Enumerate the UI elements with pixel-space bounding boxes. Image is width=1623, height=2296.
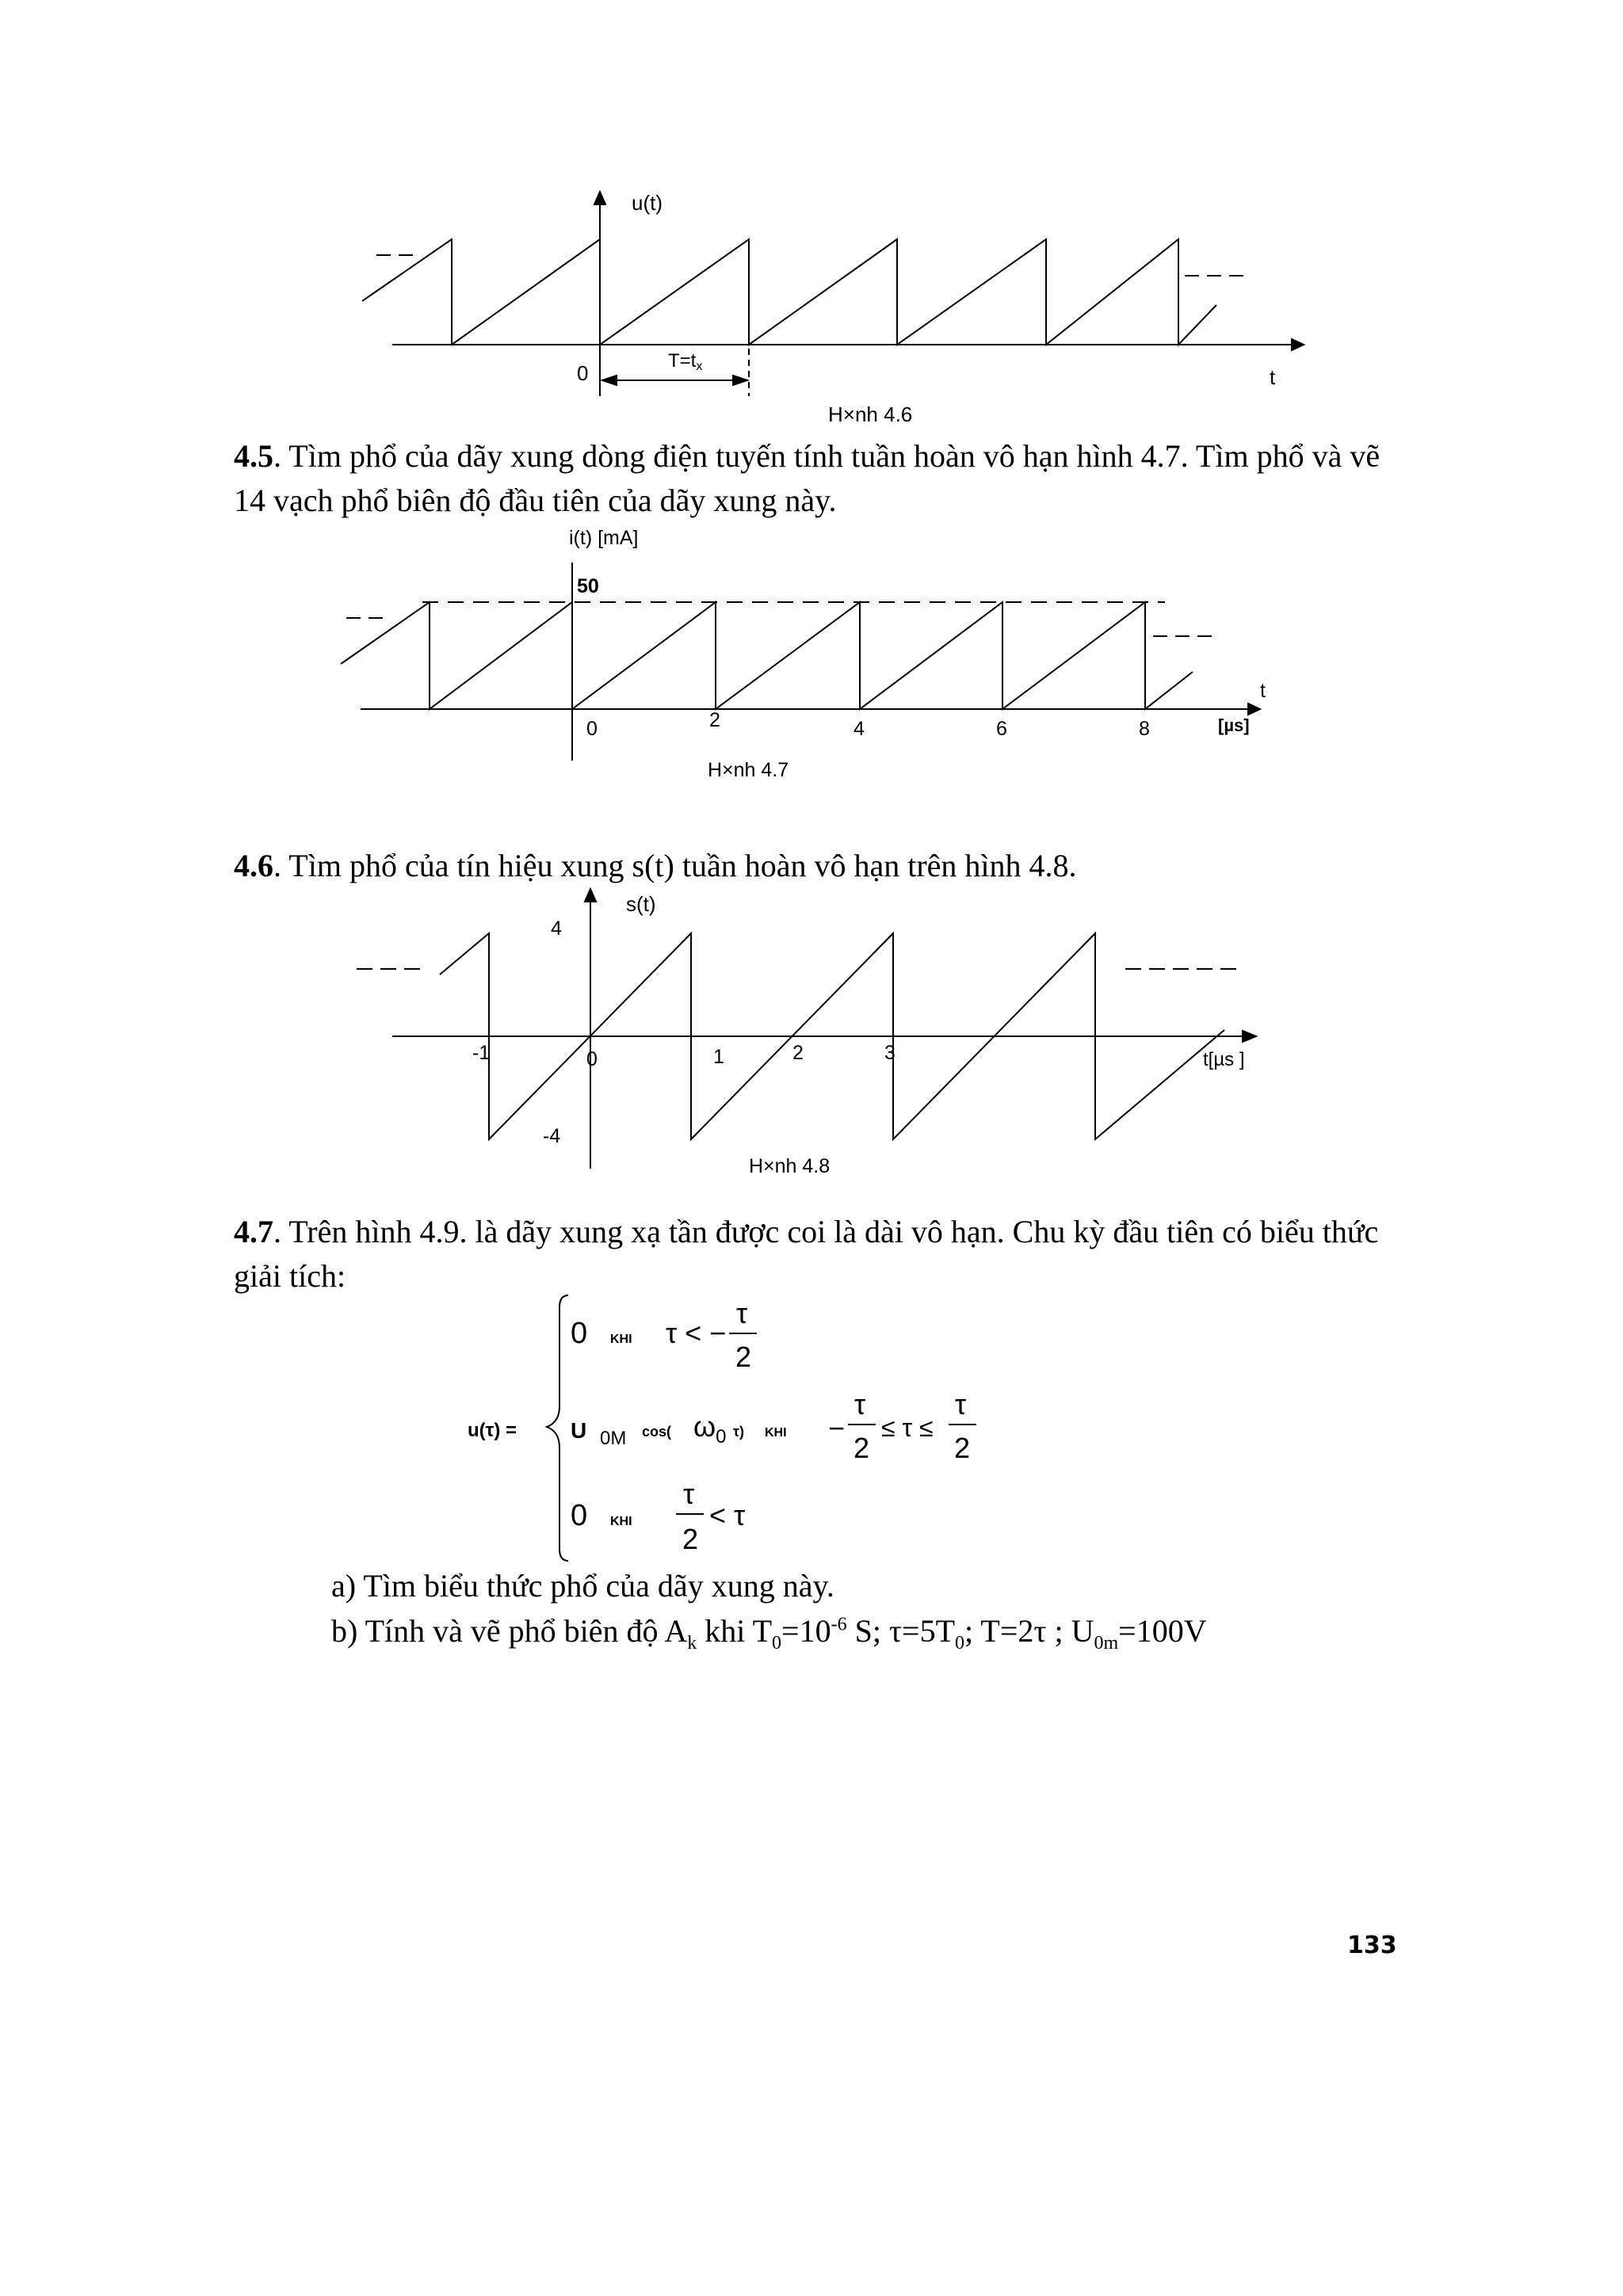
case2-cos: cos( [642, 1424, 672, 1440]
case3-value: 0 [571, 1499, 588, 1532]
case2-frac1-num: τ [854, 1388, 866, 1421]
y-max-label: 4 [551, 917, 562, 940]
sawtooth-wave [341, 602, 1193, 709]
origin-label: 0 [577, 361, 589, 385]
x-axis-arrow [1292, 339, 1304, 350]
y-axis-label: u(t) [632, 191, 663, 215]
item-b-part: =100V [1118, 1613, 1207, 1649]
tick-0: 0 [586, 718, 598, 740]
case2-close: τ) [733, 1424, 745, 1440]
y-axis-label: s(t) [626, 892, 656, 916]
tick-0: 0 [586, 1048, 598, 1070]
formula-lhs: u(τ) = [468, 1420, 517, 1441]
sawtooth-wave [362, 239, 1216, 345]
item-b-part: khi T [697, 1613, 773, 1649]
x-axis-arrow [1243, 1031, 1256, 1042]
exercise-text: . Trên hình 4.9. là dãy xung xạ tần được coi là dài vô hạn. Chu kỳ đầu tiên có biểu thức giải tích: [234, 1214, 1379, 1294]
case1-condition: τ < − [666, 1317, 727, 1349]
exercise-number: 4.7 [234, 1214, 273, 1249]
tick-2: 2 [709, 709, 720, 731]
y-axis-arrow [594, 192, 605, 204]
exercise-number: 4.6 [234, 848, 273, 883]
item-b-exponent: -6 [831, 1614, 847, 1635]
tick-8: 8 [1139, 718, 1150, 740]
case2-minus: − [828, 1412, 846, 1444]
item-a-text: a) Tìm biểu thức phổ của dãy xung này. [331, 1568, 834, 1604]
figure-caption: H×nh 4.7 [708, 759, 789, 781]
tick-6: 6 [996, 718, 1007, 740]
item-b-sub-k: k [687, 1633, 697, 1653]
y-min-label: -4 [543, 1125, 561, 1147]
x-axis-label: t [1270, 365, 1276, 389]
exercise-text: . Tìm phổ của dãy xung dòng điện tuyến tính tuần hoàn vô hạn hình 4.7. Tìm phổ và vẽ 14 vạch phổ biên độ đầu tiên của dãy xung này. [234, 438, 1381, 518]
item-b [331, 1612, 1207, 1654]
case2-omega: $\omega_0$ [693, 1410, 727, 1447]
tick-4: 4 [854, 718, 865, 740]
case3-frac-num: τ [683, 1478, 695, 1510]
x-axis-label: t[µs ] [1203, 1049, 1245, 1070]
y-axis-label: i(t) [mA] [569, 527, 639, 549]
figure-4-6-plot [0, 182, 1623, 436]
x-axis-arrow [1248, 704, 1260, 715]
x-axis-label: t [1260, 680, 1266, 702]
tick-2: 2 [792, 1042, 804, 1064]
tick-3: 3 [884, 1042, 896, 1064]
figure-caption: H×nh 4.8 [749, 1155, 831, 1177]
case2-keyword: KHI [765, 1426, 787, 1440]
exercise-4-5 [234, 434, 1403, 523]
y-axis-arrow [585, 889, 596, 902]
exercise-4-6 [234, 844, 1403, 888]
figure-caption: H×nh 4.6 [828, 402, 913, 426]
page-number: 133 [1347, 1932, 1397, 1959]
case2-frac2-den: 2 [954, 1432, 971, 1464]
item-a [331, 1567, 834, 1604]
exercise-text: . Tìm phổ của tín hiệu xung s(t) tuần hoàn vô hạn trên hình 4.8. [273, 848, 1077, 883]
item-b-sub-0m: 0m [1094, 1633, 1119, 1653]
figure-4-7 [0, 519, 1623, 788]
peak-label: 50 [577, 575, 599, 597]
item-b-part: b) Tính và vẽ phổ biên độ A [331, 1613, 688, 1649]
tick-minus-1: -1 [472, 1042, 491, 1064]
figure-4-8 [0, 887, 1623, 1188]
tick-1: 1 [713, 1046, 724, 1068]
case1-frac-den: 2 [735, 1341, 752, 1373]
case3-keyword: KHI [610, 1515, 632, 1528]
case2-frac2-num: τ [955, 1388, 967, 1421]
item-b-part: ; T=2τ ; U [964, 1613, 1094, 1649]
case3-frac-den: 2 [682, 1523, 699, 1555]
case2-frac1-den: 2 [854, 1432, 870, 1464]
formula-svg [0, 1287, 1623, 1573]
period-label: T=tx [668, 350, 703, 373]
case1-frac-num: τ [736, 1297, 748, 1329]
figure-4-7-plot [0, 519, 1623, 788]
x-unit: [µs] [1218, 715, 1250, 735]
case1-keyword: KHI [610, 1333, 632, 1346]
case1-value: 0 [571, 1317, 588, 1350]
exercise-number: 4.5 [234, 438, 273, 474]
figure-4-6 [0, 182, 1623, 436]
case3-condition: < τ [709, 1499, 746, 1531]
item-b-part: S; τ=5T [846, 1613, 956, 1649]
item-b-sub-0: 0 [772, 1633, 782, 1653]
item-b-sub-0: 0 [955, 1633, 965, 1653]
formula [0, 1287, 1623, 1573]
figure-4-8-plot [0, 887, 1623, 1188]
exercise-4-7 [234, 1210, 1403, 1299]
item-b-part: =10 [781, 1613, 831, 1649]
left-brace [547, 1295, 568, 1561]
case2-condition: ≤ τ ≤ [881, 1413, 934, 1442]
case2-value: U [571, 1418, 587, 1443]
case2-sub: 0M [600, 1428, 627, 1449]
